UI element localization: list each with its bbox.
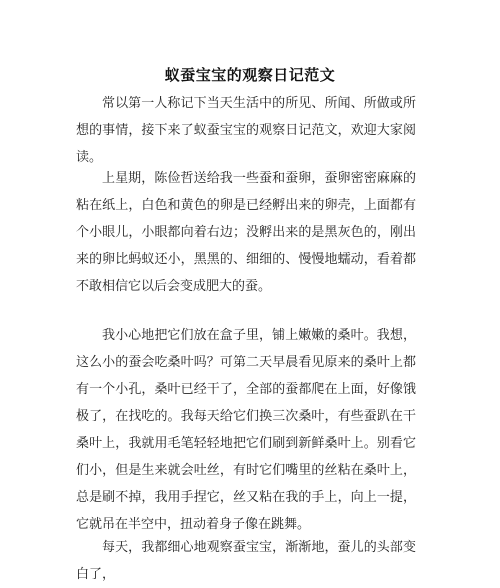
body-paragraph-1: 上星期，陈俭哲送给我一些蚕和蚕卵，蚕卵密密麻麻的粘在纸上，白色和黄色的卵是已经孵出来的卵壳，上面都有个小眼儿，小眼都向着右边；没孵出来的是黑灰色的，刚出来的卵比蚂蚁还小，黑黑的、细细的、慢慢地蠕动，看着都不敢相信它以后会变成肥大的蚕。: [76, 171, 416, 294]
body-paragraph-2: 我小心地把它们放在盒子里，铺上嫩嫩的桑叶。我想，这么小的蚕会吃桑叶吗？可第二天早晨看见原来的桑叶上都有一个小孔，桑叶已经干了，全部的蚕都爬在上面，好像饿极了，在找吃的。我每天给它们换三次桑叶，有些蚕趴在干桑叶上，我就用毛笔轻轻地把它们刷到新鲜桑叶上。别看它们小，但是生来就会吐丝，有时它们嘴里的丝粘在桑叶上，总是刷不掉，我用手捏它，丝又粘在我的手上，向上一提，它就吊在半空中，扭动着身子像在跳舞。: [76, 328, 416, 532]
intro-paragraph: 常以第一人称记下当天生活中的所见、所闻、所做或所想的事情，接下来了蚁蚕宝宝的观察日记范文，欢迎大家阅读。: [76, 96, 416, 165]
body-paragraph-3: 每天，我都细心地观察蚕宝宝，渐渐地，蚕儿的头部变白了，: [76, 540, 416, 582]
document-title: 蚁蚕宝宝的观察日记范文: [164, 66, 336, 84]
